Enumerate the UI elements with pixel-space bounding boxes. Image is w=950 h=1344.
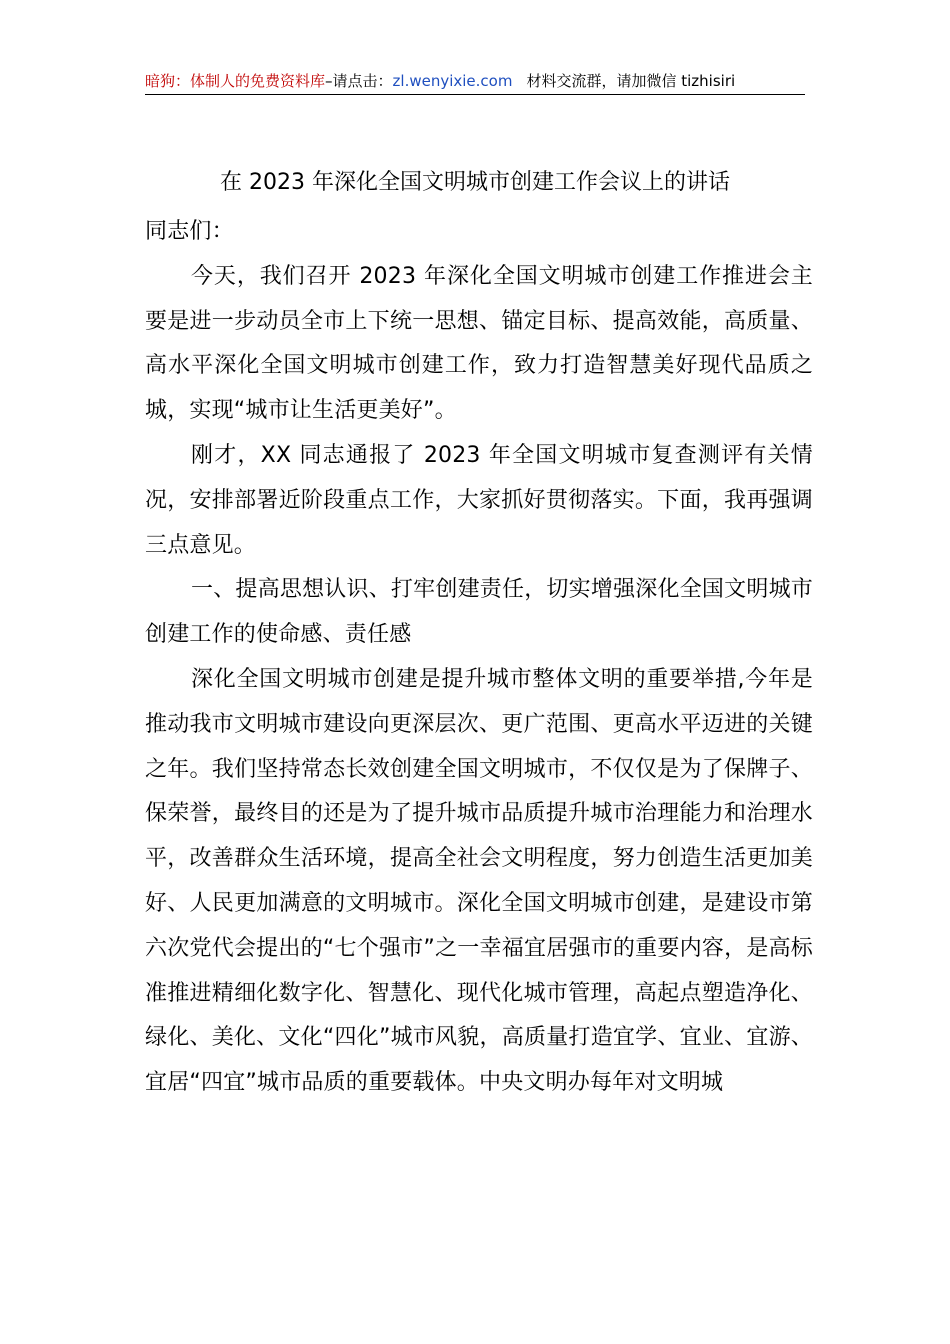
header-separator: –请点击：: [325, 72, 393, 90]
document-body: [145, 210, 813, 1106]
document-title: 在 2023 年深化全国文明城市创建工作会议上的讲话: [220, 170, 730, 195]
paragraph-2: 刚才，XX 同志通报了 2023 年全国文明城市复查测评有关情况，安排部署近阶段重点工作，大家抓好贯彻落实。下面，我再强调三点意见。: [145, 442, 813, 558]
salutation: 同志们：: [145, 219, 234, 244]
paragraph-1: 今天，我们召开 2023 年深化全国文明城市创建工作推进会主要是进一步动员全市上下统一思想、锚定目标、提高效能，高质量、高水平深化全国文明城市创建工作，致力打造智慧美好现代品质之城，实现“城市让生活更美好”。: [145, 263, 813, 424]
paragraph-3: 深化全国文明城市创建是提升城市整体文明的重要举措,今年是推动我市文明城市建设向更深层次、更广范围、更高水平迈进的关键之年。我们坚持常态长效创建全国文明城市，不仅仅是为了保牌子、保荣誉，最终目的还是为了提升城市品质提升城市治理能力和治理水平，改善群众生活环境，提高全社会文明程度，努力创造生活更加美好、人民更加满意的文明城市。深化全国文明城市创建，是建设市第六次党代会提出的“七个强市”之一幸福宜居强市的重要内容，是高标准推进精细化数字化、智慧化、现代化城市管理，高起点塑造净化、绿化、美化、文化“四化”城市风貌，高质量打造宜学、宜业、宜游、宜居“四宜”城市品质的重要载体。中央文明办每年对文明城: [145, 666, 813, 1096]
header-brand: 暗狗：体制人的免费资料库: [145, 72, 326, 90]
section-heading-1: 一、提高思想认识、打牢创建责任，切实增强深化全国文明城市创建工作的使命感、责任感: [145, 577, 813, 648]
header-link[interactable]: zl.wenyixie.com: [392, 72, 513, 90]
page-header: [145, 70, 805, 95]
header-group-info: 材料交流群，请加微信 tizhisiri: [526, 72, 736, 90]
